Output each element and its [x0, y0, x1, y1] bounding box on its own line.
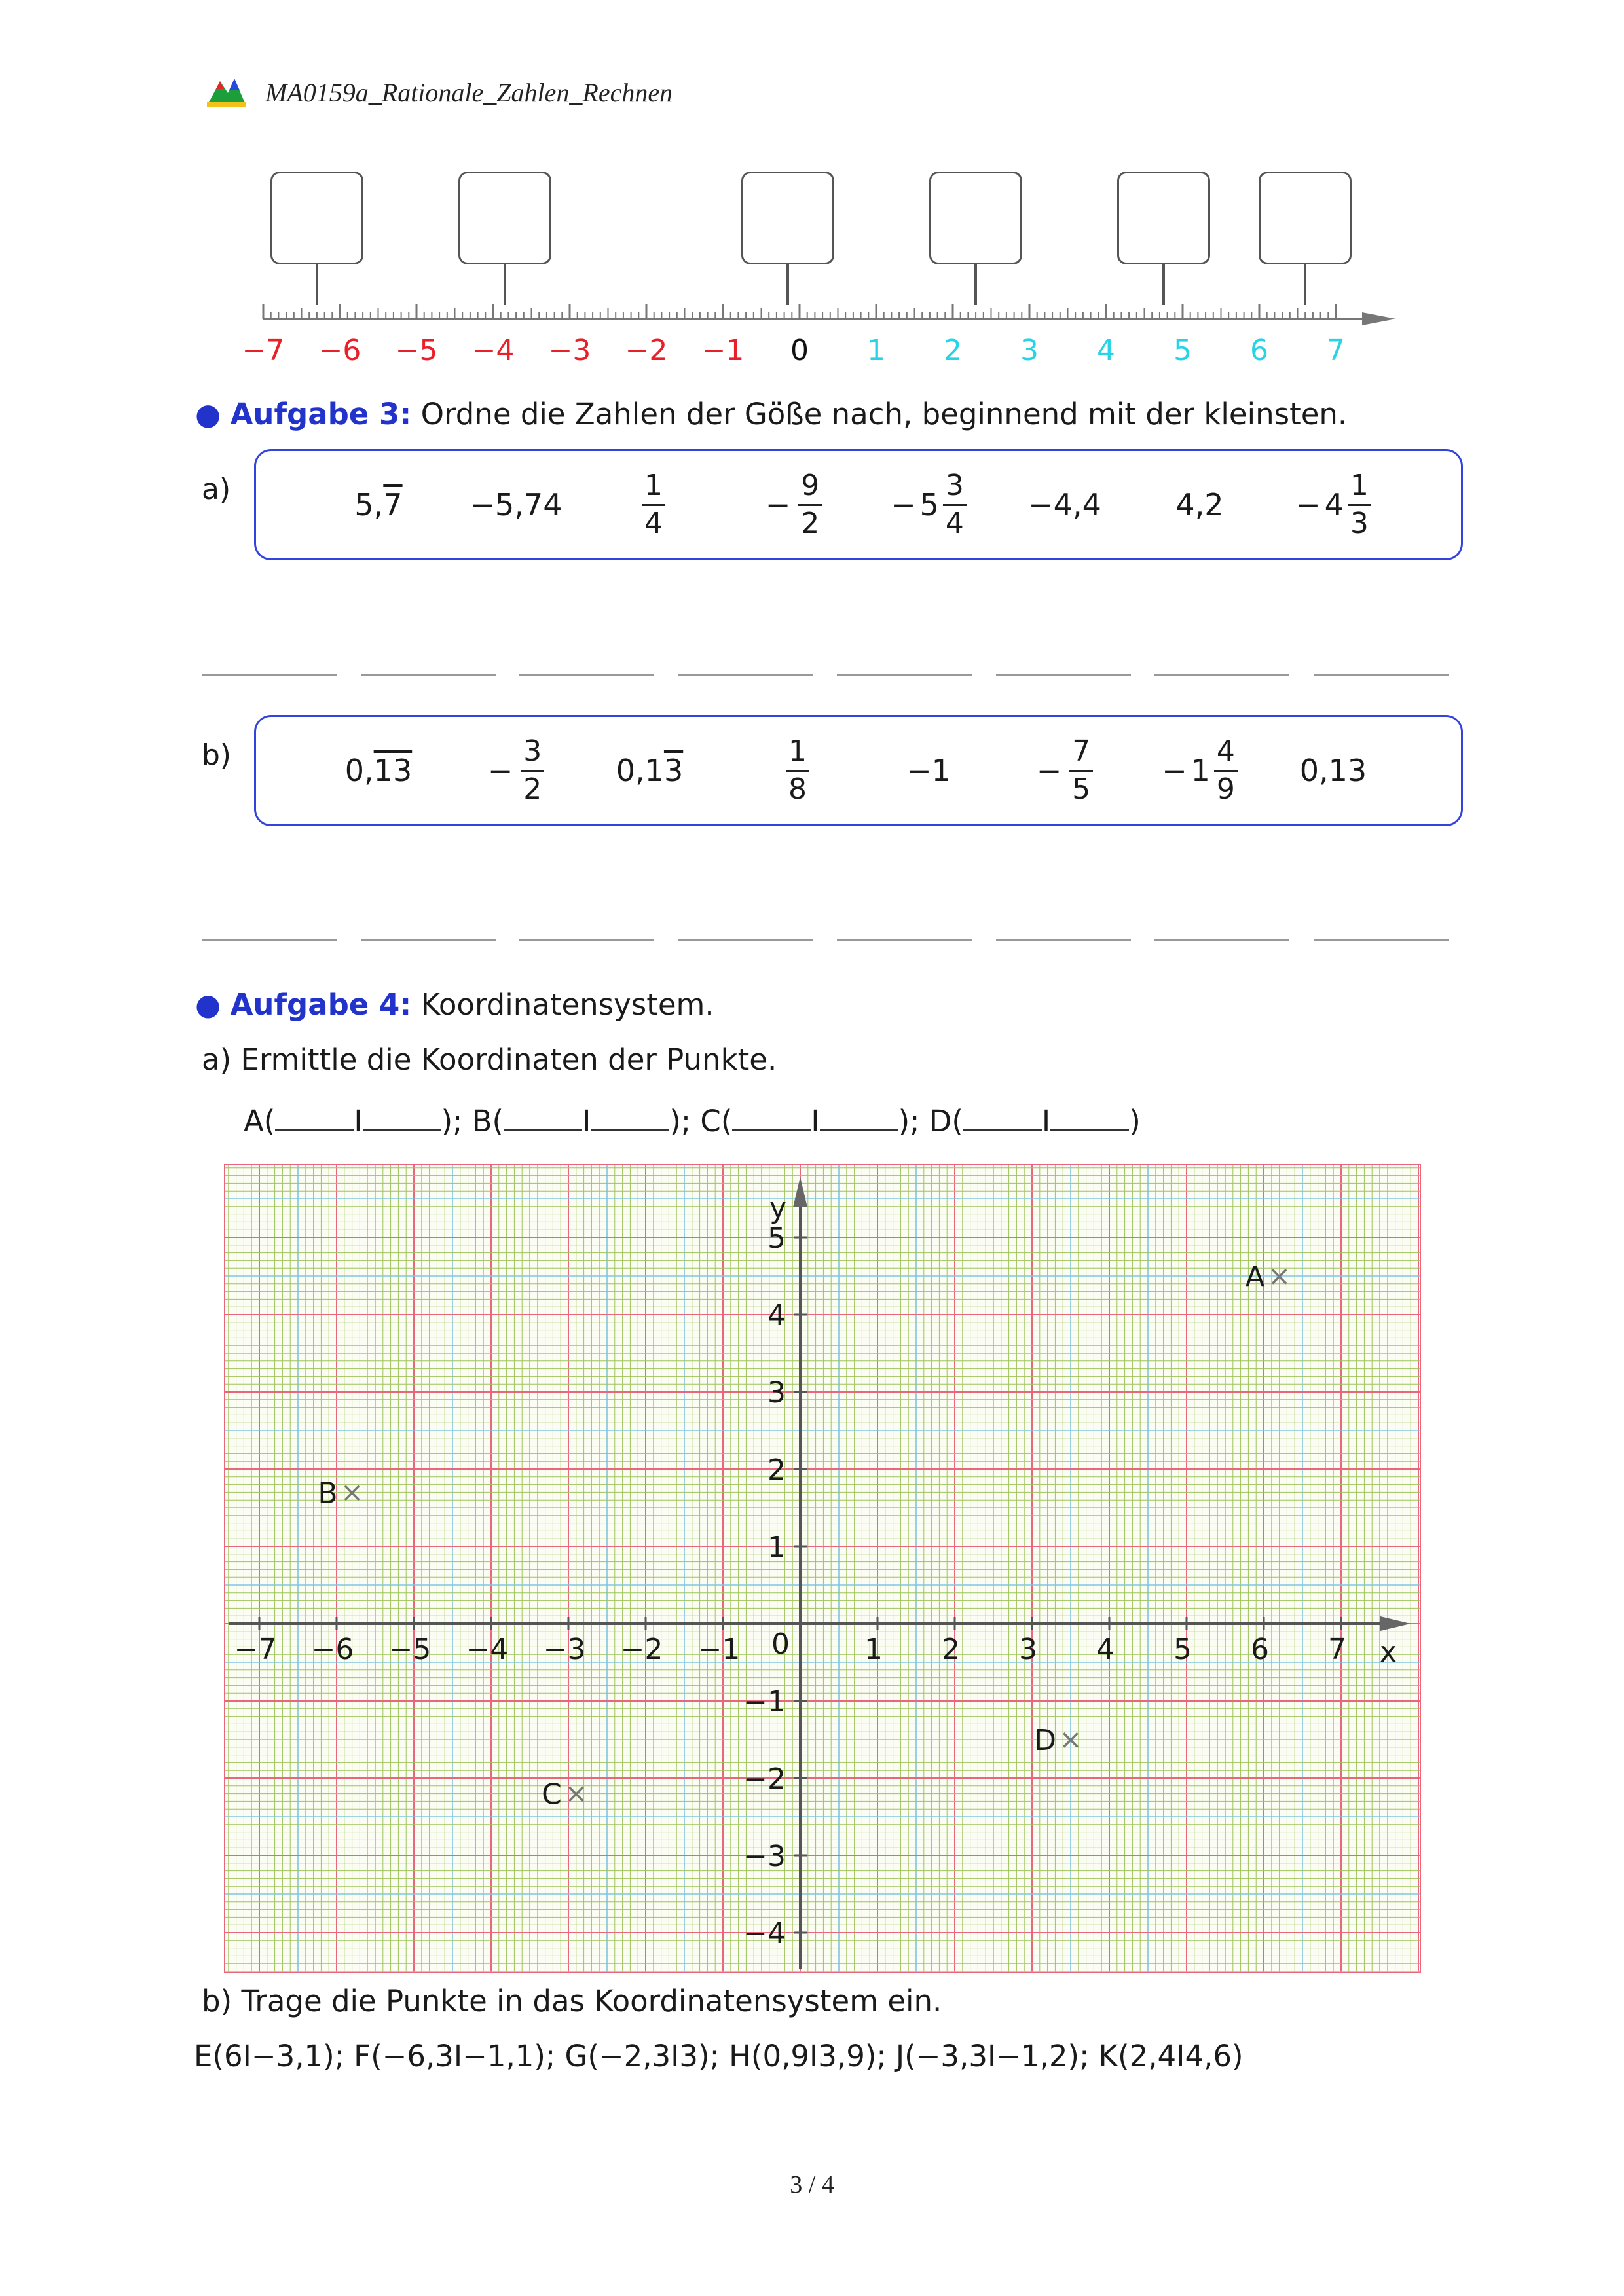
number-line-label: −4: [471, 334, 515, 367]
numerator: 1: [788, 735, 807, 769]
task4-bullet: ●: [195, 987, 221, 1022]
x-tick-label: 1: [864, 1633, 883, 1666]
task3-heading: [195, 397, 1347, 431]
x-tick-label: 3: [1019, 1633, 1037, 1666]
denominator: 4: [644, 506, 663, 540]
task4-instruction: Koordinatensystem.: [420, 987, 714, 1022]
denominator: 5: [1072, 772, 1091, 806]
fraction-whole: 1: [1190, 753, 1210, 788]
number-line-answer-box: [270, 172, 363, 264]
fraction-bar: [943, 504, 967, 506]
coordinate-separator: I: [1041, 1104, 1051, 1139]
number-line-label: −2: [625, 334, 668, 367]
number-item: [444, 735, 588, 807]
y-tick-label: 1: [767, 1531, 786, 1564]
number-item: [1261, 469, 1405, 541]
number-line-answer-box: [929, 172, 1022, 264]
numerator: 7: [1072, 735, 1091, 769]
number-value: −5,74: [470, 487, 563, 522]
fraction-bar: [521, 770, 544, 772]
repeating-digits: 3: [663, 753, 684, 788]
fraction: [891, 471, 967, 538]
task3-bullet: ●: [195, 397, 221, 431]
fraction-bar: [798, 504, 822, 506]
y-tick-label: −3: [743, 1840, 786, 1873]
x-tick-label: −7: [234, 1633, 277, 1666]
number-line-label: −7: [242, 334, 285, 367]
number-line-label: −5: [395, 334, 438, 367]
fraction-whole: 4: [1324, 487, 1344, 522]
point-label: A: [1245, 1260, 1265, 1294]
point-label: C: [542, 1777, 562, 1812]
answer-line: [1314, 939, 1449, 941]
x-coordinate-blank[interactable]: [732, 1103, 811, 1131]
fraction: [1037, 737, 1094, 804]
fraction-body: [521, 737, 544, 804]
x-tick-label: 7: [1328, 1633, 1346, 1666]
decimal-whole: 0,: [344, 753, 374, 788]
fraction-body: [798, 471, 822, 538]
x-tick-label: −1: [697, 1633, 741, 1666]
number-line-answer-box: [741, 172, 834, 264]
point-label: B: [318, 1476, 338, 1510]
coordinate-point-label: A(: [244, 1104, 276, 1139]
fraction: [778, 737, 809, 804]
y-coordinate-blank[interactable]: [363, 1103, 441, 1131]
answer-line: [837, 939, 972, 941]
decimal-whole: 5,: [354, 487, 384, 522]
x-coordinate-blank[interactable]: [275, 1103, 354, 1131]
grid-background: [224, 1164, 1421, 1973]
number-value: −1: [906, 753, 951, 788]
denominator: 8: [788, 772, 807, 806]
fraction-body: [642, 471, 665, 538]
denominator: 9: [1216, 772, 1235, 806]
points-to-plot: E(6I−3,1); F(−6,3I−1,1); G(−2,3I3); H(0,9I3,9); J(−3,3I−1,2); K(2,4I4,6): [194, 2039, 1244, 2073]
number-item: [1128, 735, 1272, 807]
answer-line: [202, 939, 337, 941]
task4b-text: Trage die Punkte in das Koordinatensystem ein.: [241, 1984, 942, 2018]
point-marker: ×: [564, 1777, 588, 1810]
page-number: 3 / 4: [790, 2171, 834, 2198]
number-item: [444, 469, 588, 541]
coordinate-point-label: D(: [929, 1104, 963, 1139]
task4a-line: [202, 1042, 777, 1077]
number-item: [306, 469, 451, 541]
coordinate-close: );: [898, 1104, 929, 1139]
fraction: [766, 471, 822, 538]
coordinate-close: ): [1129, 1104, 1141, 1139]
numerator: 1: [644, 469, 663, 503]
y-coordinate-blank[interactable]: [1050, 1103, 1129, 1131]
answer-line: [519, 939, 654, 941]
coordinate-separator: I: [354, 1104, 363, 1139]
task4a-label: a): [202, 1042, 232, 1077]
number-line-label: −1: [701, 334, 745, 367]
task3a-label: a): [202, 473, 231, 506]
x-tick-label: −6: [311, 1633, 354, 1666]
fraction: [1162, 737, 1238, 804]
numerator: 4: [1216, 735, 1235, 769]
mountain-logo-icon: [204, 73, 249, 110]
number-line-label: 2: [944, 334, 962, 367]
number-item: [722, 469, 866, 541]
answer-line: [996, 674, 1131, 676]
x-tick-label: −4: [466, 1633, 509, 1666]
task4-keyword: Aufgabe 4:: [230, 987, 412, 1022]
fraction: [634, 471, 665, 538]
point-marker: ×: [340, 1476, 364, 1508]
fraction-sign: −: [765, 487, 791, 522]
number-line: [249, 298, 1428, 331]
y-tick-label: −4: [743, 1917, 786, 1950]
x-coordinate-blank[interactable]: [963, 1103, 1042, 1131]
number-line-label: 7: [1327, 334, 1345, 367]
fraction-bar: [642, 504, 665, 506]
answer-line: [837, 674, 972, 676]
number-value: 0,13: [1299, 753, 1367, 788]
number-item: [857, 735, 1001, 807]
point-marker: ×: [1059, 1723, 1082, 1755]
y-coordinate-blank[interactable]: [591, 1103, 669, 1131]
task4b-line: [202, 1984, 942, 2018]
point-marker: ×: [1267, 1260, 1291, 1292]
number-line-label: 3: [1020, 334, 1039, 367]
numerator: 1: [1350, 469, 1369, 503]
task4b-label: b): [202, 1984, 232, 2018]
number-line-label: 4: [1097, 334, 1115, 367]
document-title: MA0159a_Rationale_Zahlen_Rechnen: [265, 78, 673, 107]
coordinate-close: );: [669, 1104, 701, 1139]
x-tick-label: −2: [620, 1633, 663, 1666]
task3-instruction: Ordne die Zahlen der Göße nach, beginnend mit der kleinsten.: [420, 397, 1348, 431]
coordinate-point-label: B(: [471, 1104, 504, 1139]
fraction-sign: −: [1162, 753, 1187, 788]
y-tick-label: 2: [767, 1453, 786, 1487]
coordinate-point-label: C(: [700, 1104, 733, 1139]
y-coordinate-blank[interactable]: [820, 1103, 898, 1131]
fraction-sign: −: [1295, 487, 1321, 522]
x-coordinate-blank[interactable]: [504, 1103, 582, 1131]
y-axis-label: y: [769, 1192, 787, 1225]
fraction-sign: −: [891, 487, 916, 522]
number-line-answer-box: [458, 172, 551, 264]
number-line-arrow-icon: [1362, 312, 1396, 325]
denominator: 4: [945, 506, 964, 540]
answer-line: [1154, 674, 1289, 676]
repeating-digits: 7: [383, 487, 403, 522]
numerator: 3: [523, 735, 542, 769]
fraction-sign: −: [487, 753, 513, 788]
fraction-body: [786, 737, 809, 804]
point-label: D: [1034, 1724, 1056, 1757]
task3b-label: b): [202, 738, 232, 772]
answer-line: [202, 674, 337, 676]
fraction-body: [943, 471, 967, 538]
y-tick-label: 5: [767, 1222, 786, 1255]
answer-line: [678, 674, 813, 676]
y-tick-label: −1: [743, 1685, 786, 1719]
answer-line: [361, 674, 496, 676]
x-tick-label: −5: [388, 1633, 432, 1666]
repeating-digits: 13: [373, 753, 413, 788]
fraction-whole: 5: [919, 487, 939, 522]
number-item: [993, 735, 1137, 807]
numerator: 9: [801, 469, 820, 503]
x-tick-label: 4: [1096, 1633, 1115, 1666]
coordinate-system: [224, 1164, 1421, 1973]
number-value: 4,2: [1175, 487, 1224, 522]
number-item: [1128, 469, 1272, 541]
coordinate-answer-prompt: [244, 1103, 1141, 1139]
denominator: 2: [523, 772, 542, 806]
denominator: 3: [1350, 506, 1369, 540]
y-tick-label: −2: [743, 1762, 786, 1796]
number-line-label: 5: [1173, 334, 1192, 367]
x-axis-label: x: [1379, 1635, 1397, 1669]
number-line-answer-box: [1117, 172, 1210, 264]
fraction-sign: −: [1036, 753, 1062, 788]
decimal-whole: 0,1: [616, 753, 664, 788]
denominator: 2: [801, 506, 820, 540]
answer-line: [361, 939, 496, 941]
fraction-bar: [1214, 770, 1238, 772]
fraction: [488, 737, 545, 804]
coordinate-separator: I: [811, 1104, 820, 1139]
y-tick-label: 3: [767, 1376, 786, 1410]
number-value: −4,4: [1028, 487, 1101, 522]
number-item: [578, 735, 722, 807]
coordinate-separator: I: [582, 1104, 591, 1139]
number-item: [857, 469, 1001, 541]
task3-keyword: Aufgabe 3:: [230, 397, 412, 431]
number-item: [722, 735, 866, 807]
fraction-body: [1069, 737, 1093, 804]
fraction-bar: [1069, 770, 1093, 772]
coordinate-close: );: [441, 1104, 472, 1139]
y-tick-label: 4: [767, 1299, 786, 1332]
x-tick-label: 5: [1173, 1633, 1192, 1666]
fraction-bar: [1348, 504, 1371, 506]
x-tick-label: 2: [942, 1633, 960, 1666]
answer-line: [996, 939, 1131, 941]
task4-heading: [195, 987, 714, 1022]
fraction-body: [1348, 471, 1371, 538]
task4a-text: Ermittle die Koordinaten der Punkte.: [240, 1042, 777, 1077]
number-line-label: 6: [1250, 334, 1268, 367]
number-item: [578, 469, 722, 541]
number-line-label: 1: [867, 334, 885, 367]
x-tick-label: 6: [1251, 1633, 1269, 1666]
number-item: [306, 735, 451, 807]
numerator: 3: [945, 469, 964, 503]
x-tick-label: −3: [543, 1633, 586, 1666]
number-line-label: 0: [790, 334, 809, 367]
number-item: [1261, 735, 1405, 807]
answer-line: [678, 939, 813, 941]
fraction-bar: [786, 770, 809, 772]
origin-label: 0: [771, 1628, 790, 1661]
fraction-body: [1214, 737, 1238, 804]
number-item: [993, 469, 1137, 541]
number-line-label: −3: [548, 334, 591, 367]
number-line-answer-box: [1259, 172, 1352, 264]
answer-line: [519, 674, 654, 676]
fraction: [1295, 471, 1371, 538]
answer-line: [1314, 674, 1449, 676]
number-line-label: −6: [318, 334, 361, 367]
answer-line: [1154, 939, 1289, 941]
